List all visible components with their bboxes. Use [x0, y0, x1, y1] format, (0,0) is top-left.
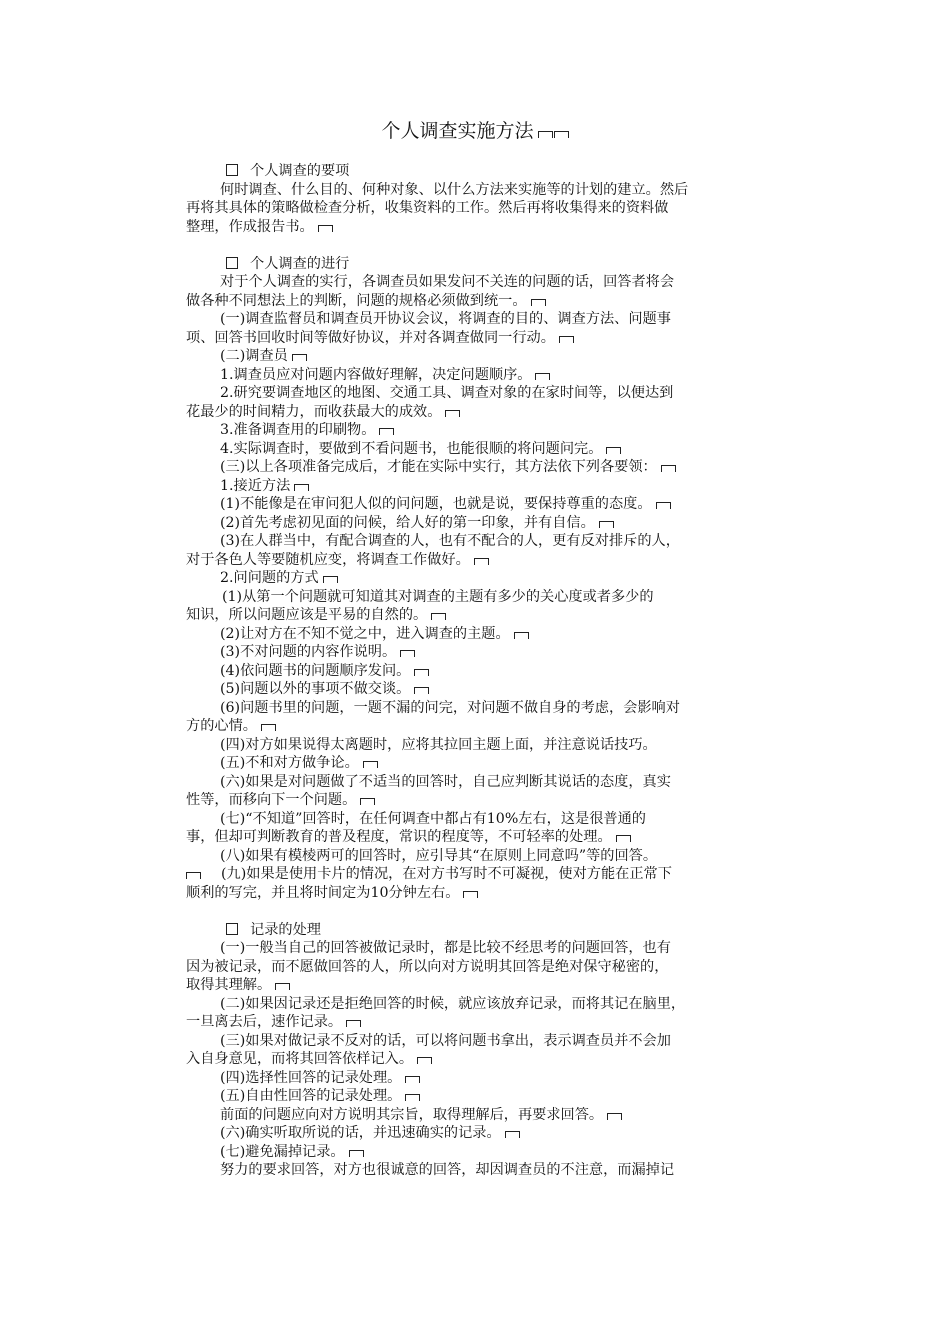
- section-heading: [186, 921, 750, 940]
- text-line: [186, 551, 750, 570]
- text-line-content: 因为被记录，而不愿做回答的人，所以向对方说明其回答是绝对保守秘密的，: [186, 958, 669, 975]
- text-line-content: (1)不能像是在审问犯人似的问问题，也就是说，要保持尊重的态度。: [220, 496, 652, 512]
- text-line-content: (七)避免漏掉记录。: [220, 1143, 345, 1160]
- text-line-content: 入自身意见，而将其回答依样记入。: [186, 1051, 414, 1067]
- paragraph-mark-icon: [606, 447, 621, 454]
- text-line: [186, 569, 750, 588]
- text-line-content: (6)问题书里的问题，一题不漏的问完，对问题不做自身的考虑，会影响对: [220, 699, 680, 716]
- text-line-content: (5)问题以外的事项不做交谈。: [220, 681, 411, 697]
- text-line-content: 一旦离去后，速作记录。: [186, 1014, 343, 1030]
- paragraph-mark-icon: [531, 299, 546, 306]
- paragraph-mark-icon: [405, 1076, 420, 1083]
- paragraph-mark-icon: [405, 1094, 420, 1101]
- text-line: [186, 403, 750, 422]
- paragraph-mark-icon: [538, 131, 553, 138]
- text-line-content: (三)以上各项准备完成后，才能在实际中实行，其方法依下列各要领：: [220, 459, 657, 475]
- text-line-content: 再将其具体的策略做检查分析，收集资料的工作。然后再将收集得来的资料做: [186, 200, 669, 216]
- paragraph-mark-icon: [292, 354, 307, 361]
- paragraph-mark-icon: [414, 669, 429, 676]
- text-line: [186, 366, 750, 385]
- section-heading: [186, 255, 750, 274]
- text-line: [186, 625, 750, 644]
- paragraph-mark-icon: [463, 891, 478, 898]
- text-line: [186, 347, 750, 366]
- paragraph-mark-icon: [661, 465, 676, 472]
- paragraph-mark-icon: [275, 983, 290, 990]
- text-line: [186, 292, 750, 311]
- paragraph-mark-icon: [400, 650, 415, 657]
- text-line-content: (1)从第一个问题就可知道其对调查的主题有多少的关心度或者多少的: [222, 588, 654, 605]
- document-title: 个人调查实施方法: [0, 118, 950, 144]
- text-line-content: 项、回答书回收时间等做好协议，并对各调查做同一行动。: [186, 329, 555, 346]
- text-line: [186, 532, 750, 551]
- paragraph-mark-icon: [318, 225, 333, 232]
- text-line: [186, 1106, 750, 1125]
- text-line-content: 1.调查员应对问题内容做好理解，决定问题顺序。: [220, 366, 532, 383]
- text-line-content: 知识，所以问题应该是平易的自然的。: [186, 607, 428, 623]
- paragraph-mark-icon: [323, 576, 338, 583]
- text-line-content: 对于个人调查的实行，各调查员如果发问不关连的问题的话，回答者将会: [220, 274, 675, 290]
- text-line-content: (二)如果因记录还是拒绝回答的时候，就应该放弃记录，而将其记在脑里，: [220, 995, 686, 1012]
- text-line-content: 2.问问题的方式: [220, 570, 319, 586]
- section-heading-text: 个人调查的要项: [250, 163, 350, 179]
- text-line: [186, 958, 750, 977]
- text-line: [186, 828, 750, 847]
- text-line-content: 3.准备调查用的印刷物。: [220, 422, 376, 438]
- paragraph-mark-icon: [445, 410, 460, 417]
- text-line: [186, 810, 750, 829]
- text-line: [186, 680, 750, 699]
- text-line-content: (4)依问题书的问题顺序发问。: [220, 662, 411, 679]
- paragraph-mark-icon: [379, 428, 394, 435]
- paragraph-mark-icon: [360, 798, 375, 805]
- text-line-content: 花最少的时间精力，而收获最大的成效。: [186, 403, 442, 420]
- text-line: [186, 310, 750, 329]
- text-line-content: (四)选择性回答的记录处理。: [220, 1069, 402, 1086]
- checkbox-square-icon: [226, 923, 238, 935]
- paragraph-mark-icon: [554, 131, 569, 138]
- paragraph-mark-icon: [607, 1113, 622, 1120]
- paragraph-mark-icon: [514, 632, 529, 639]
- text-line: [186, 865, 750, 884]
- checkbox-square-icon: [226, 164, 238, 176]
- text-line: [186, 754, 750, 773]
- text-line-content: 2.研究要调查地区的地图、交通工具、调查对象的在家时间等，以便达到: [220, 385, 674, 401]
- text-line: [186, 976, 750, 995]
- text-line: [186, 791, 750, 810]
- text-line: [186, 495, 750, 514]
- text-line: [186, 458, 750, 477]
- paragraph-mark-icon: [294, 484, 309, 491]
- text-line-content: (二)调查员: [220, 348, 288, 364]
- text-line: [186, 1161, 750, 1180]
- text-line-content: (一)一般当自己的回答被做记录时，都是比较不经思考的问题回答，也有: [220, 940, 671, 956]
- text-line-content: 何时调查、什么目的、何种对象、以什么方法来实施等的计划的建立。然后: [220, 181, 689, 198]
- text-line: [186, 421, 750, 440]
- text-line-content: 努力的要求回答，对方也很诚意的回答，却因调查员的不注意，而漏掉记: [220, 1162, 675, 1178]
- text-line: [186, 1143, 750, 1162]
- paragraph-mark-icon: [535, 373, 550, 380]
- text-line-content: 做各种不同想法上的判断，问题的规格必须做到统一。: [186, 292, 527, 309]
- text-line: [186, 384, 750, 403]
- section-gap: [186, 902, 750, 921]
- text-line: [186, 736, 750, 755]
- text-line-content: 前面的问题应向对方说明其宗旨，取得理解后，再要求回答。: [220, 1106, 604, 1123]
- section-heading-text: 个人调查的进行: [250, 255, 350, 272]
- text-line-content: (八)如果有模棱两可的回答时，应引导其“在原则上同意吗”等的回答。: [220, 847, 658, 864]
- text-line: [186, 440, 750, 459]
- text-line: [186, 1013, 750, 1032]
- text-line-content: (七)“不知道”回答时，在任何调查中都占有10%左右，这是很普通的: [220, 810, 646, 827]
- text-line-content: 对于各色人等要随机应变，将调查工作做好。: [186, 551, 470, 568]
- paragraph-mark-icon: [346, 1020, 361, 1027]
- text-line: [186, 1124, 750, 1143]
- paragraph-mark-icon: [414, 687, 429, 694]
- text-line-content: 取得其理解。: [186, 977, 272, 993]
- text-line: [186, 1050, 750, 1069]
- text-line: [186, 273, 750, 292]
- checkbox-square-icon: [226, 257, 238, 269]
- paragraph-mark-icon: [599, 521, 614, 528]
- text-line: [186, 1032, 750, 1051]
- text-line: [186, 588, 750, 607]
- text-line: [186, 606, 750, 625]
- paragraph-mark-icon: [505, 1131, 520, 1138]
- text-line-content: 4.实际调查时，要做到不看问题书，也能很顺的将问题问完。: [220, 440, 603, 457]
- paragraph-mark-icon: [431, 613, 446, 620]
- section-gap: [186, 236, 750, 255]
- paragraph-mark-icon: [616, 835, 631, 842]
- text-line: [186, 514, 750, 533]
- text-line: [186, 643, 750, 662]
- text-line: [186, 699, 750, 718]
- text-line: [186, 181, 750, 200]
- text-line: [186, 1069, 750, 1088]
- text-line-content: (一)调查监督员和调查员开协议会议，将调查的目的、调查方法、问题事: [220, 311, 671, 327]
- text-line-content: (六)如果是对问题做了不适当的回答时，自己应判断其说话的态度，真实: [220, 773, 671, 790]
- text-line: [186, 1087, 750, 1106]
- text-line-content: (2)让对方在不知不觉之中，进入调查的主题。: [220, 625, 510, 642]
- paragraph-mark-icon: [261, 724, 276, 731]
- section-heading: [186, 162, 750, 181]
- text-line-content: (五)不和对方做争论。: [220, 755, 359, 771]
- text-line: [186, 199, 750, 218]
- text-line-content: (2)首先考虑初见面的问候，给人好的第一印象，并有自信。: [220, 514, 595, 531]
- text-line-content: 整理，作成报告书。: [186, 218, 314, 235]
- text-line: [186, 995, 750, 1014]
- paragraph-mark-icon: [349, 1150, 364, 1157]
- text-line-content: (四)对方如果说得太离题时，应将其拉回主题上面，并注意说话技巧。: [220, 736, 657, 753]
- text-line: [186, 662, 750, 681]
- text-line: [186, 773, 750, 792]
- text-line-content: 1.接近方法: [220, 477, 291, 494]
- text-line-content: (3)不对问题的内容作说明。: [220, 644, 397, 660]
- text-line: [186, 218, 750, 237]
- text-line-content: 事，但却可判断教育的普及程度，常识的程度等，不可轻率的处理。: [186, 829, 612, 845]
- text-line: [186, 717, 750, 736]
- paragraph-mark-icon: [363, 761, 378, 768]
- text-line-content: (六)确实听取所说的话，并迅速确实的记录。: [220, 1125, 501, 1141]
- text-line: [186, 939, 750, 958]
- text-line-content: (三)如果对做记录不反对的话，可以将问题书拿出，表示调查员并不会加: [220, 1032, 671, 1049]
- text-line: [186, 329, 750, 348]
- text-line: [186, 477, 750, 496]
- paragraph-mark-icon: [417, 1057, 432, 1064]
- text-line-content: 顺利的写完，并且将时间定为10分钟左右。: [186, 884, 460, 901]
- text-line-content: 性等，而移向下一个问题。: [186, 792, 357, 808]
- paragraph-mark-icon: [186, 872, 201, 879]
- text-line: [186, 847, 750, 866]
- document-body: [186, 162, 750, 1180]
- text-line-content: 方的心情。: [186, 718, 257, 734]
- text-line-content: (五)自由性回答的记录处理。: [220, 1088, 402, 1104]
- paragraph-mark-icon: [559, 336, 574, 343]
- paragraph-mark-icon: [656, 502, 671, 509]
- text-line: [186, 884, 750, 903]
- text-line-content: (3)在人群当中，有配合调查的人，也有不配合的人，更有反对排斥的人，: [220, 533, 680, 549]
- text-line-content: (九)如果是使用卡片的情况，在对方书写时不可凝视，使对方能在正常下: [221, 866, 672, 882]
- section-heading-text: 记录的处理: [250, 921, 321, 938]
- paragraph-mark-icon: [474, 558, 489, 565]
